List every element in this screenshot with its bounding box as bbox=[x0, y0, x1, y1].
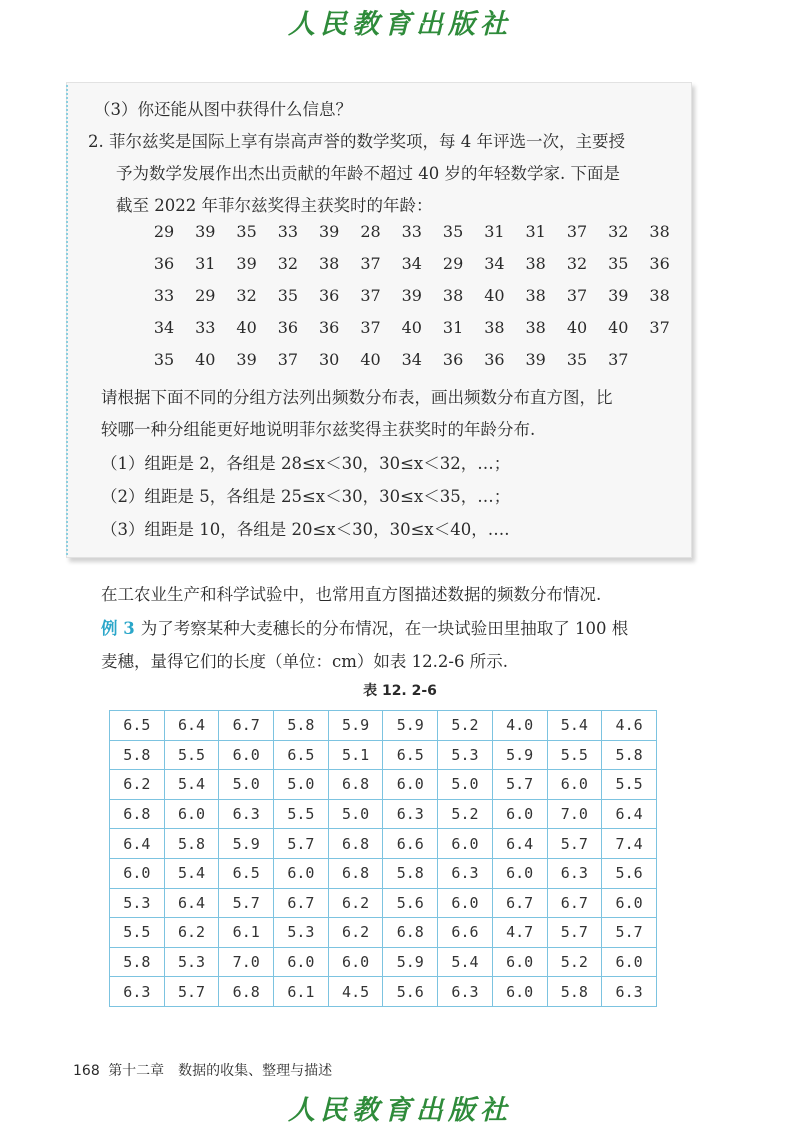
table-cell: 4.0 bbox=[492, 711, 547, 741]
age-value: 33 bbox=[401, 222, 422, 241]
table-cell: 6.8 bbox=[219, 977, 274, 1007]
table-cell: 5.6 bbox=[602, 858, 657, 888]
age-value: 38 bbox=[649, 222, 670, 241]
table-title: 表 12. 2-6 bbox=[363, 683, 437, 699]
table-cell: 5.7 bbox=[164, 977, 219, 1007]
publisher-logo-bottom: 人民教育出版社 bbox=[288, 1095, 512, 1126]
table-cell: 5.7 bbox=[602, 918, 657, 948]
exercise-2-line-2: 予为数学发展作出杰出贡献的年龄不超过 40 岁的年轻数学家. 下面是 bbox=[116, 164, 620, 183]
age-value: 33 bbox=[277, 222, 299, 241]
age-value: 39 bbox=[401, 286, 422, 305]
table-cell: 6.0 bbox=[438, 888, 493, 918]
table-cell: 6.1 bbox=[219, 918, 274, 948]
table-cell: 7.4 bbox=[602, 829, 657, 859]
table-cell: 5.2 bbox=[547, 947, 602, 977]
example-3-line-1 bbox=[101, 615, 628, 639]
table-cell: 5.0 bbox=[438, 770, 493, 800]
age-value: 37 bbox=[566, 222, 588, 241]
table-cell: 6.0 bbox=[274, 947, 329, 977]
table-cell: 6.8 bbox=[383, 918, 438, 948]
table-cell: 6.5 bbox=[110, 711, 165, 741]
age-value: 35 bbox=[608, 254, 629, 273]
age-value: 39 bbox=[236, 254, 257, 273]
table-cell: 6.0 bbox=[492, 799, 547, 829]
table-cell: 6.8 bbox=[328, 770, 383, 800]
age-value: 34 bbox=[401, 350, 422, 369]
table-cell: 5.4 bbox=[164, 858, 219, 888]
table-row bbox=[110, 977, 657, 1007]
age-value: 36 bbox=[153, 254, 175, 273]
age-value: 36 bbox=[319, 318, 340, 337]
table-cell: 7.0 bbox=[219, 947, 274, 977]
table-cell: 6.4 bbox=[602, 799, 657, 829]
table-cell: 4.6 bbox=[602, 711, 657, 741]
age-value: 33 bbox=[195, 318, 216, 337]
table-cell: 7.0 bbox=[547, 799, 602, 829]
table-cell: 5.8 bbox=[110, 947, 165, 977]
table-cell: 5.8 bbox=[110, 740, 165, 770]
table-cell: 6.7 bbox=[219, 711, 274, 741]
example-3-line-2: 麦穗，量得它们的长度（单位：cm）如表 12.2-6 所示. bbox=[101, 652, 508, 671]
table-cell: 6.4 bbox=[164, 888, 219, 918]
example-label: 例 3 bbox=[101, 619, 135, 638]
age-value: 34 bbox=[153, 318, 175, 337]
age-value: 40 bbox=[566, 318, 588, 337]
table-row bbox=[110, 918, 657, 948]
instruction-line-1: 请根据下面不同的分组方法列出频数分布表，画出频数分布直方图，比 bbox=[101, 388, 613, 407]
option-3: （3）组距是 10，各组是 20≤x＜30，30≤x＜40，…. bbox=[101, 520, 510, 539]
age-value: 37 bbox=[360, 286, 381, 305]
age-value: 37 bbox=[360, 318, 381, 337]
table-cell: 6.8 bbox=[328, 829, 383, 859]
table-cell: 6.4 bbox=[492, 829, 547, 859]
age-value: 31 bbox=[525, 222, 546, 241]
table-cell: 5.0 bbox=[328, 799, 383, 829]
age-value: 31 bbox=[484, 222, 505, 241]
table-cell: 5.7 bbox=[547, 918, 602, 948]
table-cell: 6.6 bbox=[438, 918, 493, 948]
age-value: 36 bbox=[484, 350, 505, 369]
table-cell: 6.4 bbox=[164, 711, 219, 741]
age-value: 40 bbox=[360, 350, 381, 369]
table-cell: 5.3 bbox=[110, 888, 165, 918]
age-value: 29 bbox=[195, 286, 216, 305]
table-row bbox=[110, 829, 657, 859]
age-value: 31 bbox=[195, 254, 216, 273]
table-cell: 6.7 bbox=[274, 888, 329, 918]
table-row bbox=[110, 711, 657, 741]
table-cell: 6.7 bbox=[492, 888, 547, 918]
age-value: 37 bbox=[608, 350, 629, 369]
table-cell: 5.9 bbox=[383, 947, 438, 977]
table-cell: 5.7 bbox=[547, 829, 602, 859]
age-value: 39 bbox=[195, 222, 216, 241]
table-cell: 5.8 bbox=[602, 740, 657, 770]
age-value: 32 bbox=[277, 254, 299, 273]
table-cell: 5.7 bbox=[492, 770, 547, 800]
table-cell: 5.4 bbox=[547, 711, 602, 741]
table-row bbox=[110, 888, 657, 918]
table-cell: 5.8 bbox=[164, 829, 219, 859]
table-cell: 5.3 bbox=[164, 947, 219, 977]
table-cell: 6.0 bbox=[110, 858, 165, 888]
table-cell: 5.0 bbox=[274, 770, 329, 800]
age-value: 38 bbox=[319, 254, 340, 273]
age-value: 37 bbox=[277, 350, 299, 369]
table-cell: 6.1 bbox=[274, 977, 329, 1007]
age-value: 31 bbox=[442, 318, 464, 337]
table-row bbox=[110, 770, 657, 800]
exercise-2-line-3: 截至 2022 年菲尔兹奖得主获奖时的年龄： bbox=[116, 196, 433, 215]
table-cell: 5.5 bbox=[110, 918, 165, 948]
table-row bbox=[110, 858, 657, 888]
table-cell: 6.7 bbox=[547, 888, 602, 918]
table-cell: 5.4 bbox=[164, 770, 219, 800]
table-cell: 6.0 bbox=[492, 947, 547, 977]
option-2: （2）组距是 5，各组是 25≤x＜30，30≤x＜35，…； bbox=[101, 487, 511, 506]
table-cell: 5.6 bbox=[383, 888, 438, 918]
table-cell: 5.8 bbox=[274, 711, 329, 741]
age-value: 32 bbox=[608, 222, 629, 241]
age-value: 29 bbox=[442, 254, 464, 273]
table-cell: 5.1 bbox=[328, 740, 383, 770]
table-cell: 6.8 bbox=[328, 858, 383, 888]
table-cell: 5.5 bbox=[274, 799, 329, 829]
table-cell: 5.4 bbox=[438, 947, 493, 977]
table-cell: 6.0 bbox=[492, 977, 547, 1007]
table-cell: 5.5 bbox=[547, 740, 602, 770]
table-cell: 5.5 bbox=[164, 740, 219, 770]
age-value: 38 bbox=[442, 286, 464, 305]
table-cell: 5.8 bbox=[547, 977, 602, 1007]
age-value: 38 bbox=[525, 254, 546, 273]
page-footer bbox=[73, 1060, 332, 1080]
age-value: 35 bbox=[153, 350, 175, 369]
age-value: 35 bbox=[566, 350, 588, 369]
table-cell: 6.0 bbox=[602, 947, 657, 977]
table-cell: 5.6 bbox=[383, 977, 438, 1007]
table-cell: 5.9 bbox=[383, 711, 438, 741]
table-cell: 6.0 bbox=[328, 947, 383, 977]
table-cell: 5.8 bbox=[383, 858, 438, 888]
age-value: 35 bbox=[442, 222, 464, 241]
age-value: 39 bbox=[319, 222, 340, 241]
age-value: 33 bbox=[153, 286, 175, 305]
age-value: 32 bbox=[566, 254, 588, 273]
table-cell: 6.3 bbox=[602, 977, 657, 1007]
table-cell: 6.0 bbox=[219, 740, 274, 770]
age-value: 39 bbox=[236, 350, 257, 369]
age-value: 40 bbox=[195, 350, 216, 369]
table-cell: 5.7 bbox=[274, 829, 329, 859]
table-cell: 5.9 bbox=[219, 829, 274, 859]
age-value: 35 bbox=[236, 222, 257, 241]
barley-length-table bbox=[109, 710, 657, 1007]
instruction-line-2: 较哪一种分组能更好地说明菲尔兹奖得主获奖时的年龄分布. bbox=[101, 420, 536, 439]
age-value: 38 bbox=[649, 286, 670, 305]
age-value: 40 bbox=[401, 318, 422, 337]
table-cell: 6.5 bbox=[274, 740, 329, 770]
table-cell: 6.5 bbox=[383, 740, 438, 770]
table-cell: 5.3 bbox=[274, 918, 329, 948]
age-value: 29 bbox=[153, 222, 175, 241]
table-cell: 6.3 bbox=[547, 858, 602, 888]
table-cell: 6.0 bbox=[602, 888, 657, 918]
table-cell: 6.0 bbox=[164, 799, 219, 829]
table-cell: 6.0 bbox=[438, 829, 493, 859]
age-value: 39 bbox=[608, 286, 629, 305]
table-cell: 6.3 bbox=[219, 799, 274, 829]
table-cell: 5.9 bbox=[492, 740, 547, 770]
age-value: 36 bbox=[319, 286, 340, 305]
table-cell: 6.2 bbox=[164, 918, 219, 948]
table-cell: 6.3 bbox=[383, 799, 438, 829]
page-number: 168 bbox=[73, 1063, 100, 1079]
age-value: 37 bbox=[360, 254, 381, 273]
age-value: 38 bbox=[484, 318, 505, 337]
exercise-2-line-1: 2. 菲尔兹奖是国际上享有崇高声誉的数学奖项，每 4 年评选一次，主要授 bbox=[88, 132, 625, 151]
table-cell: 4.7 bbox=[492, 918, 547, 948]
age-value: 28 bbox=[360, 222, 381, 241]
age-value: 38 bbox=[525, 286, 546, 305]
age-value: 37 bbox=[566, 286, 588, 305]
age-value: 36 bbox=[277, 318, 299, 337]
option-1: （1）组距是 2，各组是 28≤x＜30，30≤x＜32，…； bbox=[101, 454, 511, 473]
table-cell: 6.3 bbox=[110, 977, 165, 1007]
table-cell: 5.9 bbox=[328, 711, 383, 741]
age-value: 34 bbox=[484, 254, 505, 273]
table-cell: 6.0 bbox=[383, 770, 438, 800]
table-cell: 6.4 bbox=[110, 829, 165, 859]
age-value: 36 bbox=[649, 254, 670, 273]
table-cell: 6.5 bbox=[219, 858, 274, 888]
table-row bbox=[110, 799, 657, 829]
table-cell: 5.0 bbox=[219, 770, 274, 800]
table-cell: 6.2 bbox=[328, 888, 383, 918]
table-row bbox=[110, 740, 657, 770]
table-cell: 6.2 bbox=[328, 918, 383, 948]
publisher-logo-top: 人民教育出版社 bbox=[288, 9, 512, 40]
age-value: 38 bbox=[525, 318, 546, 337]
age-value: 32 bbox=[236, 286, 257, 305]
age-value: 36 bbox=[442, 350, 464, 369]
age-value: 30 bbox=[319, 350, 340, 369]
table-cell: 6.2 bbox=[110, 770, 165, 800]
age-value: 39 bbox=[525, 350, 546, 369]
age-value: 35 bbox=[277, 286, 299, 305]
table-cell: 6.0 bbox=[547, 770, 602, 800]
table-cell: 6.3 bbox=[438, 977, 493, 1007]
example-3-text: 为了考察某种大麦穗长的分布情况，在一块试验田里抽取了 100 根 bbox=[140, 619, 629, 638]
table-cell: 6.0 bbox=[492, 858, 547, 888]
table-cell: 4.5 bbox=[328, 977, 383, 1007]
main-paragraph: 在工农业生产和科学试验中，也常用直方图描述数据的频数分布情况. bbox=[101, 585, 602, 604]
table-cell: 5.5 bbox=[602, 770, 657, 800]
table-cell: 6.6 bbox=[383, 829, 438, 859]
table-cell: 5.7 bbox=[219, 888, 274, 918]
exercise-q3: （3）你还能从图中获得什么信息？ bbox=[94, 100, 352, 119]
age-value: 40 bbox=[608, 318, 629, 337]
age-value: 40 bbox=[236, 318, 257, 337]
age-value: 34 bbox=[401, 254, 422, 273]
table-cell: 5.3 bbox=[438, 740, 493, 770]
age-value: 40 bbox=[484, 286, 505, 305]
table-cell: 5.2 bbox=[438, 711, 493, 741]
table-row bbox=[110, 947, 657, 977]
table-cell: 5.2 bbox=[438, 799, 493, 829]
age-value: 37 bbox=[649, 318, 670, 337]
table-cell: 6.0 bbox=[274, 858, 329, 888]
table-cell: 6.8 bbox=[110, 799, 165, 829]
chapter-title: 第十二章 数据的收集、整理与描述 bbox=[108, 1063, 333, 1079]
table-cell: 6.3 bbox=[438, 858, 493, 888]
